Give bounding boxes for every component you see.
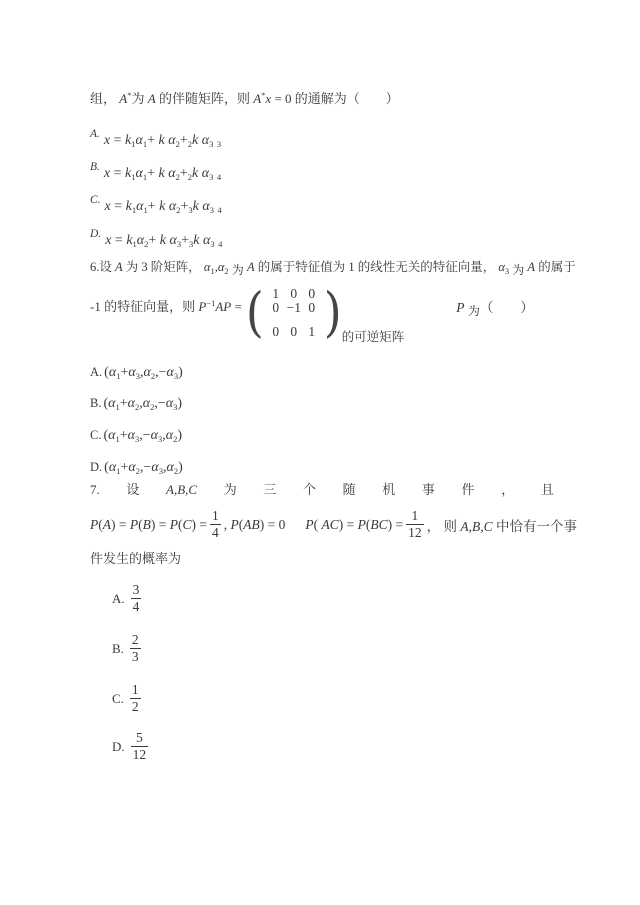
q7-prob-right: P( AC) = P(BC) = <box>305 517 404 532</box>
q6-option-a <box>90 364 183 382</box>
matrix-cell: 0 <box>308 300 316 315</box>
matrix-caption: 的可逆矩阵 <box>341 330 405 344</box>
option-label: A. <box>112 591 125 606</box>
option-label: A. <box>90 128 100 140</box>
q6-answer-blank: P 为（ ） <box>456 300 534 318</box>
q7-option-b <box>112 631 144 667</box>
option-label: D. <box>90 460 103 474</box>
q6-option-b <box>90 395 182 413</box>
matrix-cell: 1 <box>272 286 280 301</box>
q5-stem: 组， A*为 A 的伴随矩阵，则 A*x = 0 的通解为（ ） <box>90 90 399 106</box>
matrix-left-paren: ( <box>245 280 264 344</box>
q6-option-d <box>90 459 183 477</box>
option-formula: $(\alpha_1+\alpha_3,\alpha_2,-\alpha_3)$ <box>104 365 183 381</box>
fraction <box>210 509 221 541</box>
q7-stem-line3: 件发生的概率为 <box>90 551 182 566</box>
option-formula: $(\alpha_1+\alpha_2,-\alpha_3,\alpha_2)$ <box>104 460 183 476</box>
q6-option-c <box>90 427 182 445</box>
option-label: D. <box>112 739 125 754</box>
fraction <box>406 509 424 541</box>
matrix-cell: 1 <box>308 324 316 339</box>
q7-option-a <box>112 581 144 617</box>
q7-prob-tail: ， 则 A,B,C 中恰有一个事 <box>426 519 577 534</box>
q5-option-c <box>90 193 222 216</box>
fraction-numerator: 2 <box>131 632 139 648</box>
option-formula: $x = k_1\alpha_1+ k$ $\alpha_2+_2k$ $\alpha_3$ $_3$ <box>103 133 222 149</box>
q7-stem-line2 <box>90 506 577 544</box>
fraction-denominator: 4 <box>211 525 219 540</box>
matrix-right-paren: ) <box>323 280 342 344</box>
fraction-denominator: 12 <box>132 747 147 762</box>
matrix-cell: −1 <box>286 300 301 315</box>
option-label: A. <box>90 365 103 379</box>
matrix-row <box>267 301 321 315</box>
fraction-numerator: 5 <box>136 730 143 746</box>
fraction <box>131 583 142 615</box>
matrix <box>245 280 342 344</box>
fraction-denominator: 4 <box>132 599 140 614</box>
option-label: B. <box>90 396 102 410</box>
option-formula: $x = k_1\alpha_1+ k$ $\alpha_2+_3k$ $\alpha_3$ $_4$ <box>104 199 222 215</box>
option-label: C. <box>112 691 124 706</box>
fraction <box>131 731 149 763</box>
option-formula: $(\alpha_1+\alpha_3,-\alpha_3,\alpha_2)$ <box>103 428 183 444</box>
matrix-cell: 0 <box>308 286 316 301</box>
q6-stem-text: -1 的特征向量，则 $P^{-1}AP$ = <box>90 298 242 314</box>
q6-stem-line1: 6.设 A 为 3 阶矩阵， $\alpha_1,\alpha_2$ 为 A 的属于特征值为 1 的线性无关的特征向量， $\alpha_3$ 为 A 的属于 <box>90 260 576 277</box>
q7-option-d <box>112 729 151 765</box>
q7-option-c <box>112 681 144 717</box>
matrix-cell: 0 <box>272 300 280 315</box>
q7-prob-left: P(A) = P(B) = P(C) = <box>90 517 207 532</box>
option-label: C. <box>90 194 101 206</box>
matrix-cell: 0 <box>290 286 298 301</box>
matrix-row <box>267 287 321 301</box>
matrix-cell: 0 <box>290 324 298 339</box>
q6-stem-line2 <box>90 280 534 344</box>
fraction <box>130 633 141 665</box>
q5-option-a <box>90 127 221 150</box>
matrix-row <box>267 325 321 339</box>
fraction-denominator: 3 <box>131 649 139 664</box>
fraction <box>130 683 141 715</box>
fraction-numerator: 1 <box>211 508 219 524</box>
q5-option-d <box>90 227 222 250</box>
option-formula: $x = k_1\alpha_2+ k$ $\alpha_3+_3k$ $\alpha_3$ $_4$ <box>105 233 223 249</box>
matrix-rows <box>264 284 324 340</box>
q7-stem-line1: 7. 设 A,B,C 为 三 个 随 机 事 件 ， 且 <box>90 482 554 497</box>
q5-option-b <box>90 160 221 183</box>
q7-prob-mid: , P(AB) = 0 <box>223 517 286 532</box>
option-formula: $x = k_1\alpha_1+ k$ $\alpha_2+_2k$ $\alpha_3$ $_4$ <box>103 166 222 182</box>
fraction-numerator: 3 <box>132 582 140 598</box>
matrix-cell: 0 <box>272 324 280 339</box>
option-label: D. <box>90 228 102 240</box>
fraction-denominator: 12 <box>408 525 422 540</box>
option-formula: $(\alpha_1+\alpha_2,\alpha_2,-\alpha_3)$ <box>103 396 183 412</box>
option-label: C. <box>90 428 102 442</box>
fraction-numerator: 1 <box>131 682 139 698</box>
option-label: B. <box>90 161 100 173</box>
fraction-denominator: 2 <box>131 699 139 714</box>
fraction-numerator: 1 <box>411 508 419 524</box>
option-label: B. <box>112 641 124 656</box>
